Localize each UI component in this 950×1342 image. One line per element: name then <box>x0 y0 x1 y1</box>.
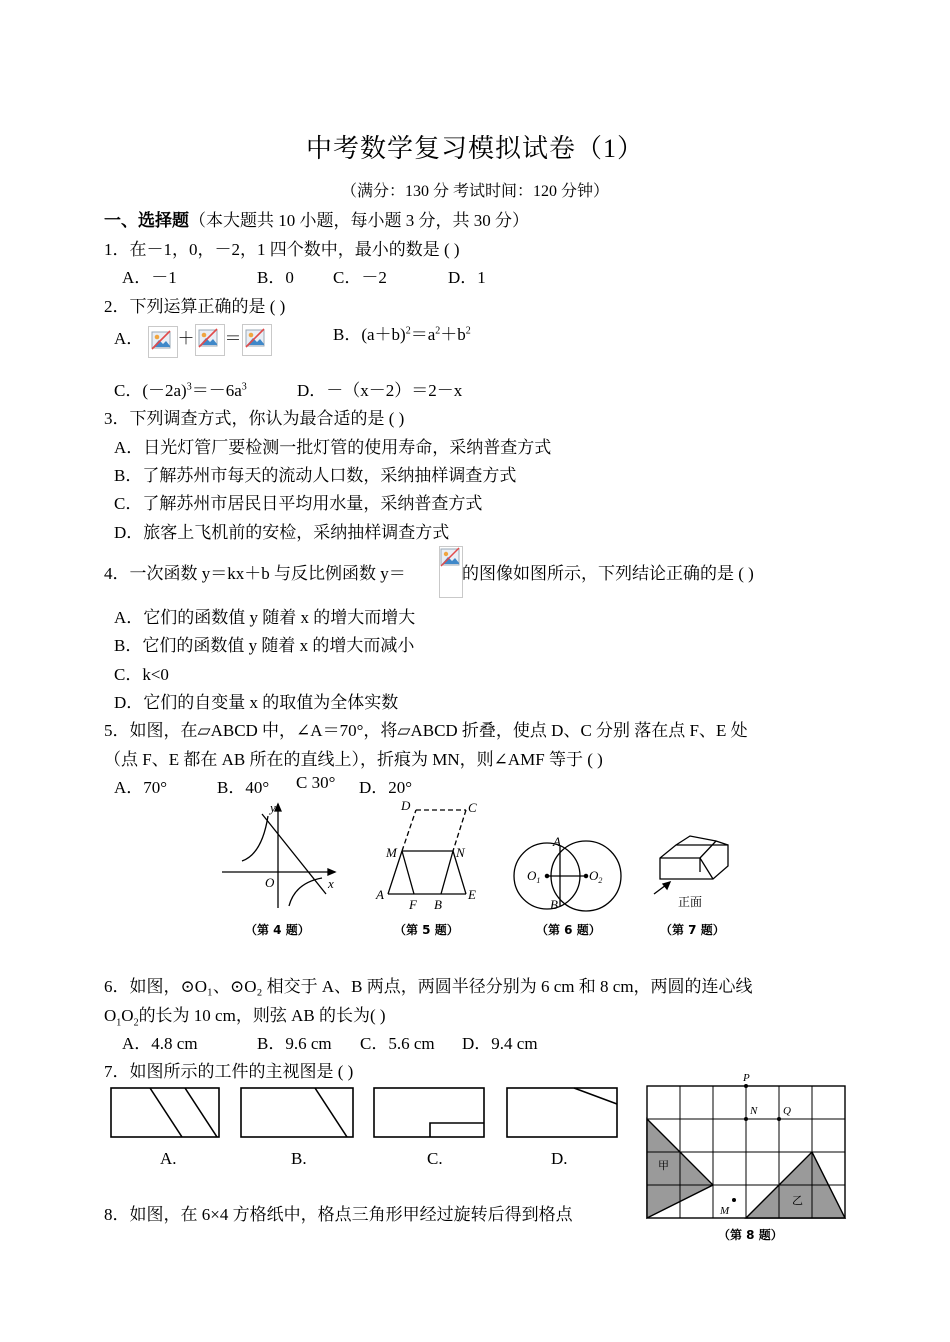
q5-option-c: C 30° <box>296 773 336 792</box>
broken-image-frame <box>439 546 463 598</box>
fig5-label-e: E <box>468 887 476 902</box>
fig6-label-b: B <box>550 897 558 912</box>
section-title: 一、选择题 <box>104 211 189 230</box>
q6-option-d: D．9.4 cm <box>462 1034 538 1053</box>
equals-sign: ＝ <box>224 328 242 348</box>
figures-row <box>0 796 950 946</box>
q7-label-c: C. <box>427 1149 443 1168</box>
q4-stem-rest: 的图像如图所示，下列结论正确的是 ( ) <box>462 564 754 583</box>
q2-option-a <box>114 322 272 358</box>
fig8-label-n: N <box>750 1105 758 1117</box>
center-o2-dot <box>584 874 587 877</box>
figure-7 <box>654 836 728 894</box>
fig6-label-o2-sub: 2 <box>598 876 603 885</box>
q6-line-2-text: O <box>121 1006 134 1025</box>
fig6-label-o2-letter: O <box>589 868 599 883</box>
page-title: 中考数学复习模拟试卷（1） <box>305 134 644 163</box>
point-n <box>744 1117 748 1121</box>
section-note: （本大题共 10 小题，每小题 3 分，共 30 分） <box>189 211 529 230</box>
q5-option-a: A．70° <box>114 778 168 797</box>
fig5-label-c: C <box>468 800 477 815</box>
y-axis-arrow-icon <box>275 804 281 811</box>
q3-option-c: C．了解苏州市居民日平均用水量，采纳普查方式 <box>114 494 483 513</box>
q5-line-2: （点 F、E 都在 AB 所在的直线上），折痕为 MN，则∠AMF 等于 ( ) <box>104 750 603 769</box>
option-c-step <box>430 1123 484 1137</box>
q2-option-a-label: A． <box>114 328 144 348</box>
exponent: 2 <box>465 325 471 337</box>
broken-image-icon <box>242 324 272 356</box>
point-m <box>732 1198 736 1202</box>
option-a-line-2 <box>185 1088 217 1137</box>
section-heading <box>104 206 529 231</box>
fig5-caption: （第 5 题） <box>394 923 459 937</box>
q7-options-figure <box>0 1080 640 1175</box>
q1-option-a: A．－1 <box>122 268 177 287</box>
option-d-line <box>574 1088 617 1104</box>
q1-option-d: D．1 <box>448 268 486 287</box>
solid-outline <box>660 845 728 879</box>
fig6-label-o1-sub: 1 <box>536 876 541 885</box>
fig6-caption: （第 6 题） <box>536 923 601 937</box>
q4-option-a: A．它们的函数值 y 随着 x 的增大而增大 <box>114 608 416 627</box>
q8-stem: 8．如图，在 6×4 方格纸中，格点三角形甲经过旋转后得到格点 <box>104 1205 573 1224</box>
q6-line-1: 6．如图，⊙O₁、⊙O₂ 相交于 A、B 两点，两圆半径分别为 6 cm 和 8 cm，两圆的连心线 <box>104 977 753 996</box>
q4-option-d: D．它们的自变量 x 的取值为全体实数 <box>114 693 399 712</box>
exponent: 3 <box>241 381 247 393</box>
broken-image-icon <box>195 324 225 356</box>
figure-4 <box>222 804 335 908</box>
fig4-caption: （第 4 题） <box>245 923 310 937</box>
fig5-label-b: B <box>434 897 442 912</box>
q2-option-b-text: ＝a <box>410 325 436 344</box>
q2-option-b-text: ＋b <box>440 325 466 344</box>
q1-stem: 1．在－1，0，－2，1 四个数中，最小的数是 ( ) <box>104 240 460 259</box>
hyperbola-branch-upper <box>242 816 268 861</box>
segment-nb <box>441 851 453 894</box>
fig8-label-jia: 甲 <box>658 1159 669 1172</box>
plus-sign: ＋ <box>177 328 195 348</box>
q7-stem: 7．如图所示的工件的主视图是 ( ) <box>104 1062 354 1081</box>
dashed-md <box>402 810 416 851</box>
x-axis-arrow-icon <box>328 869 335 875</box>
subscript: 2 <box>133 1017 139 1029</box>
q3-option-b: B．了解苏州市每天的流动人口数，采纳抽样调查方式 <box>114 466 517 485</box>
q3-stem: 3．下列调查方式，你认为最合适的是 ( ) <box>104 409 405 428</box>
q2-stem: 2．下列运算正确的是 ( ) <box>104 297 286 316</box>
q2-option-c-text: ＝－6a <box>191 381 242 400</box>
fig7-caption: （第 7 题） <box>660 923 725 937</box>
exponent: 2 <box>405 325 411 337</box>
arrow-head-icon <box>663 882 670 889</box>
subscript: 1 <box>116 1017 122 1029</box>
q2-option-b <box>333 320 471 345</box>
broken-image-icon <box>440 547 462 569</box>
figure-8 <box>640 1068 850 1250</box>
q3-option-a: A．日光灯管厂要检测一批灯管的使用寿命，采纳普查方式 <box>114 438 552 457</box>
exponent: 2 <box>435 325 441 337</box>
q6-line-2-text: 的长为 10 cm，则弦 AB 的长为( ) <box>138 1006 386 1025</box>
broken-image-icon <box>148 326 178 358</box>
q5-line-1: 5．如图，在▱ABCD 中，∠A＝70°，将▱ABCD 折叠，使点 D、C 分别 落在点 F、E 处 <box>104 721 748 740</box>
fig8-label-yi: 乙 <box>792 1194 803 1207</box>
option-c-view <box>374 1088 484 1137</box>
q4-option-c: C．k<0 <box>114 665 169 684</box>
option-b-view <box>241 1088 353 1137</box>
q6-option-c: C．5.6 cm <box>360 1034 435 1053</box>
q2-option-c-text: C．(－2a) <box>114 381 187 400</box>
q1-option-c: C．－2 <box>333 268 387 287</box>
fig5-label-a: A <box>376 887 384 902</box>
point-p <box>744 1084 748 1088</box>
center-o1-dot <box>545 874 548 877</box>
q2-option-b-text: B．(a＋b) <box>333 325 406 344</box>
point-q <box>777 1117 781 1121</box>
fig6-label-a: A <box>553 834 561 849</box>
fig8-label-p: P <box>743 1072 750 1084</box>
option-a-view <box>111 1088 219 1137</box>
q6-option-a: A．4.8 cm <box>122 1034 198 1053</box>
q7-label-b: B. <box>291 1149 307 1168</box>
exponent: 3 <box>186 381 192 393</box>
fig6-label-o2 <box>589 868 602 885</box>
q6-option-b: B．9.6 cm <box>257 1034 332 1053</box>
figure-5 <box>388 810 466 894</box>
fig5-label-m: M <box>386 845 397 860</box>
q6-line-2 <box>104 1001 386 1028</box>
fig5-label-n: N <box>456 845 465 860</box>
q5-option-b: B．40° <box>217 778 270 797</box>
q4-stem <box>104 559 406 584</box>
fig6-label-o1 <box>527 868 540 885</box>
q6-line-2-text: O <box>104 1006 117 1025</box>
q4-option-b: B．它们的函数值 y 随着 x 的增大而减小 <box>114 636 415 655</box>
option-b-line <box>315 1088 347 1137</box>
q2-option-c <box>114 376 247 401</box>
q7-label-d: D. <box>551 1149 568 1168</box>
fig4-y-label: y <box>270 800 276 815</box>
fig5-label-d: D <box>401 798 411 813</box>
q7-label-a: A. <box>160 1149 177 1168</box>
fig5-label-f: F <box>409 897 417 912</box>
q2-option-d: D．－（x－2）＝2－x <box>297 381 463 400</box>
option-d-view <box>507 1088 617 1137</box>
option-a-line-1 <box>150 1088 182 1137</box>
segment-mf <box>402 851 414 894</box>
fig4-origin-label: O <box>265 875 275 890</box>
exam-info: （满分：130 分 考试时间：120 分钟） <box>340 183 609 200</box>
q1-option-b: B．0 <box>257 268 294 287</box>
fig4-x-label: x <box>328 876 334 891</box>
fig8-caption: （第 8 题） <box>718 1228 783 1242</box>
q5-option-d: D．20° <box>359 778 413 797</box>
q3-option-d: D．旅客上飞机前的安检，采纳抽样调查方式 <box>114 523 450 542</box>
fig8-label-m: M <box>720 1205 730 1217</box>
q4-stem-text: 4．一次函数 y＝kx＋b 与反比例函数 y＝ <box>104 564 406 583</box>
solid-top-edge <box>676 836 716 845</box>
fig8-label-q: Q <box>783 1105 791 1117</box>
fig6-label-o1-letter: O <box>527 868 537 883</box>
fig7-front-label: 正面 <box>678 895 703 909</box>
